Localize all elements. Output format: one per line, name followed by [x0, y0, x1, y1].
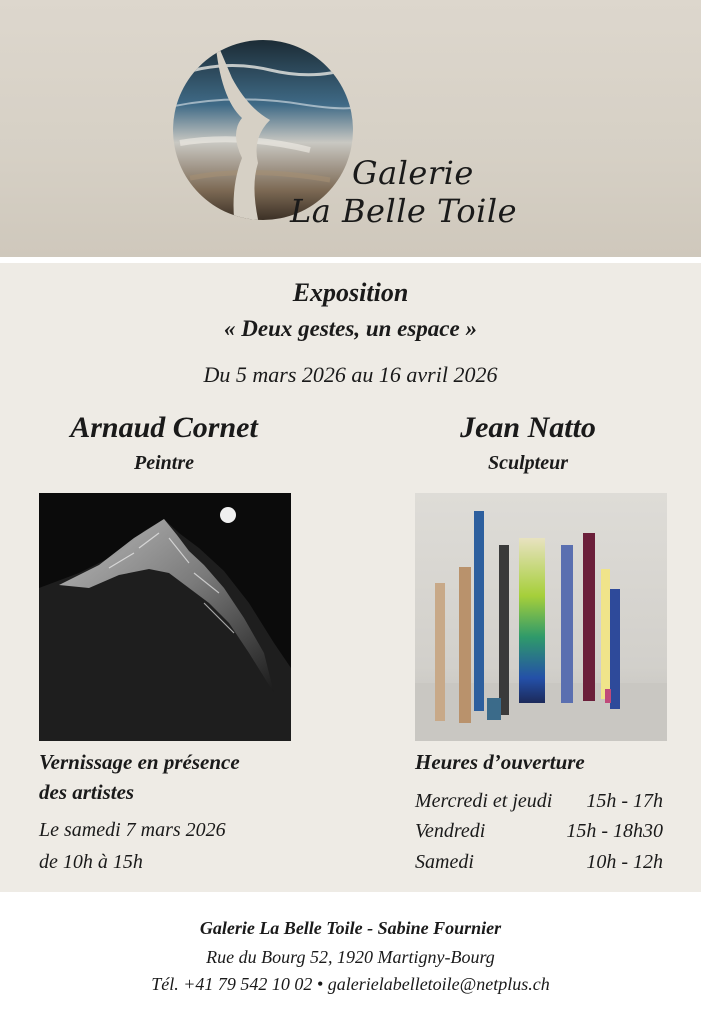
artist-name-right: Jean Natto	[460, 411, 596, 444]
hours-time: 15h - 17h	[586, 790, 663, 812]
hours-day: Mercredi et jeudi	[415, 790, 553, 812]
exhibition-label: Exposition	[292, 278, 409, 307]
artist-role-right: Sculpteur	[487, 452, 569, 474]
vernissage-time: de 10h à 15h	[39, 851, 143, 873]
sculpture-image	[415, 493, 667, 741]
exhibition-dates: Du 5 mars 2026 au 16 avril 2026	[203, 362, 498, 387]
artist-name-left: Arnaud Cornet	[70, 411, 258, 444]
footer-gallery-name: Galerie La Belle Toile - Sabine Fournier	[199, 918, 502, 938]
exhibition-title: « Deux gestes, un espace »	[224, 316, 477, 341]
vernissage-heading-line-2: des artistes	[39, 780, 135, 804]
opening-hours-heading: Heures d’ouverture	[415, 750, 585, 774]
main-section	[0, 263, 701, 892]
vernissage-date: Le samedi 7 mars 2026	[39, 819, 226, 841]
vernissage-heading-line-1: Vernissage en présence	[39, 750, 240, 774]
hours-time: 10h - 12h	[586, 851, 663, 873]
artist-role-left: Peintre	[134, 452, 194, 474]
hours-day: Vendredi	[415, 820, 486, 842]
footer-address: Rue du Bourg 52, 1920 Martigny-Bourg	[206, 947, 495, 967]
gallery-name-line-2: La Belle Toile	[290, 192, 518, 230]
hours-day: Samedi	[415, 851, 474, 873]
hours-time: 15h - 18h30	[566, 820, 663, 842]
footer-contact: Tél. +41 79 542 10 02 • galerielabelletoile@netplus.ch	[151, 974, 550, 994]
footer	[0, 892, 701, 1023]
header-band	[0, 0, 701, 257]
gallery-name-line-1: Galerie	[352, 154, 474, 192]
painting-image	[39, 493, 291, 741]
